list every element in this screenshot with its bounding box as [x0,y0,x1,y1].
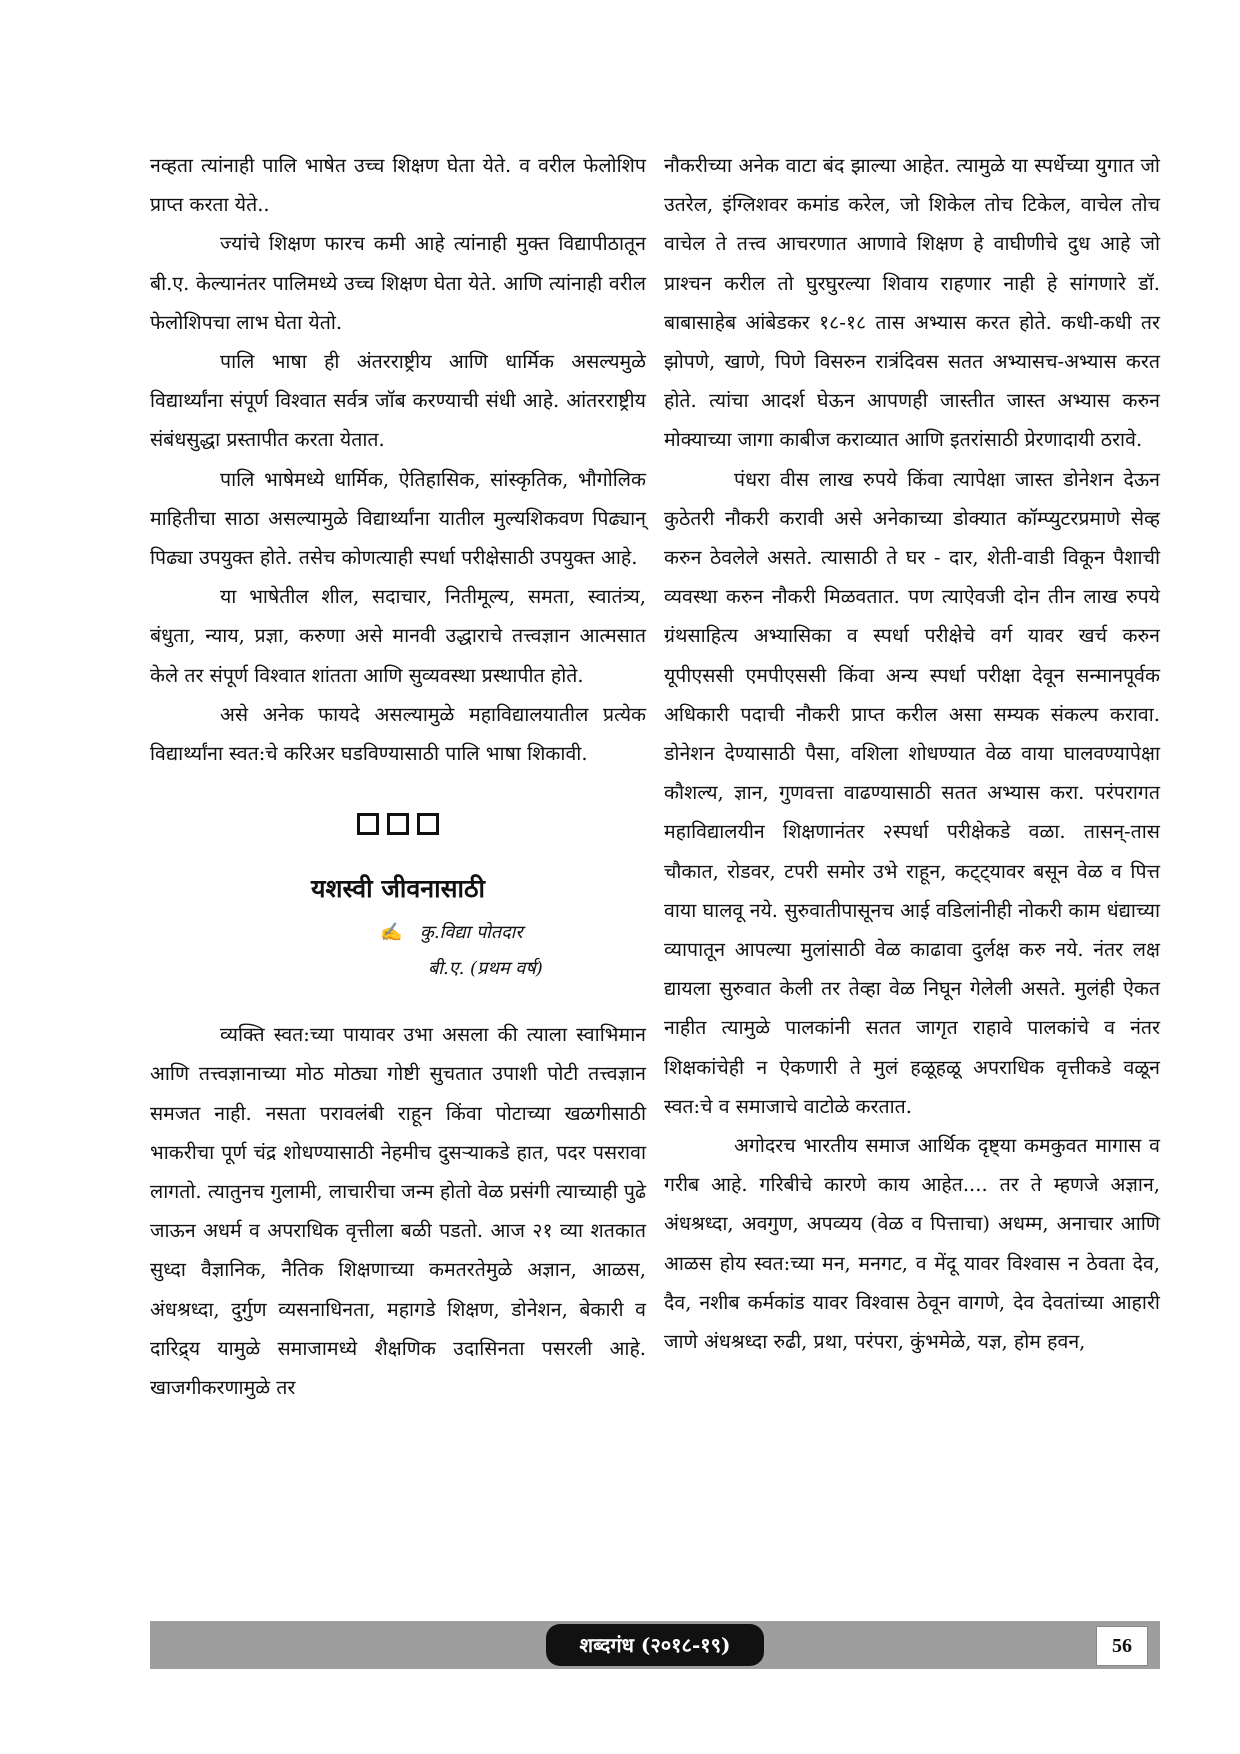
paragraph: नौकरीच्या अनेक वाटा बंद झाल्या आहेत. त्यामुळे या स्पर्धेच्या युगात जो उतरेल, इंग्लिशवर कमांड करेल, जो शिकेल तोच टिकेल, वाचेल तोच वाचेल ते तत्त्व आचरणात आणावे शिक्षण हे वाघीणीचे दुध आहे जो प्राश्चन करील तो घुरघुरल्या शिवाय राहणार नाही हे सांगणारे डॉ. बाबासाहेब आंबेडकर १८-१८ तास अभ्यास करत होते. कधी-कधी तर झोपणे, खाणे, पिणे विसरुन रात्रंदिवस सतत अभ्यासच-अभ्यास करत होते. त्यांचा आदर्श घेऊन आपणही जास्तीत जास्त अभ्यास करुन मोक्याच्या जागा काबीज कराव्यात आणि इतरांसाठी प्रेरणादायी ठरावे. [664,154,1160,452]
magazine-title: शब्दगंध (२०१८-१९) [546,1624,764,1666]
paragraph: अगोदरच भारतीय समाज आर्थिक दृष्ट्या कमकुवत मागास व गरीब आहे. गरिबीचे कारणे काय आहेत.... तर ते म्हणजे अज्ञान, अंधश्रध्दा, अवगुण, अपव्यय (वेळ व पित्ताचा) अधम्म, अनाचार आणि आळस होय स्वत:च्या मन, मनगट, व मेंदू यावर विश्वास न ठेवता देव, दैव, नशीब कर्मकांड यावर विश्वास ठेवून वागणे, देव देवतांच्या आहारी जाणे अंधश्रध्दा रुढी, प्रथा, परंपरा, कुंभमेळे, यज्ञ, होम हवन, [664,1134,1160,1354]
right-column [664,146,1160,1361]
paragraph: नव्हता त्यांनाही पालि भाषेत उच्च शिक्षण घेता येते. व वरील फेलोशिप प्राप्त करता येते.. [150,154,646,217]
author-name: कु.विद्या पोतदार [420,922,523,944]
square-icon [357,813,379,835]
square-icon [387,813,409,835]
paragraph: पालि भाषा ही अंतरराष्ट्रीय आणि धार्मिक असल्यमुळे विद्यार्थ्यांना संपूर्ण विश्वात सर्वत्र जॉब करण्याची संधी आहे. आंतरराष्ट्रीय संबंधसुद्धा प्रस्तापीत करता येतात. [150,350,646,452]
paragraph: पालि भाषेमध्ये धार्मिक, ऐतिहासिक, सांस्कृतिक, भौगोलिक माहितीचा साठा असल्यामुळे विद्यार्थ्यांना यातील मुल्यशिकवण पिढ्यान् पिढ्या उपयुक्त होते. तसेच कोणत्याही स्पर्धा परीक्षेसाठी उपयुक्त आहे. [150,467,646,570]
paragraph: व्यक्ति स्वत:च्या पायावर उभा असला की त्याला स्वाभिमान आणि तत्त्वज्ञानाच्या मोठ मोठ्या गोष्टी सुचतात उपाशी पोटी तत्त्वज्ञान समजत नाही. नसता परावलंबी राहून किंवा पोटाच्या खळगीसाठी भाकरीचा पूर्ण चंद्र शोधण्यासाठी नेहमीच दुसऱ्याकडे हात, पदर पसरावा लागतो. त्यातुनच गुलामी, लाचारीचा जन्म होतो वेळ प्रसंगी त्याच्याही पुढे जाऊन अधर्म व अपराधिक वृत्तीला बळी पडतो. आज २१ व्या शतकात सुध्दा वैज्ञानिक, नैतिक शिक्षणाच्या कमतरतेमुळे अज्ञान, आळस, अंधश्रध्दा, दुर्गुण व्यसनाधिनता, महागडे शिक्षण, डोनेशन, बेकारी व दारिद्र्य यामुळे समाजामध्ये शैक्षणिक उदासिनता पसरली आहे. खाजगीकरणामुळे तर [150,1023,646,1400]
section-divider-ornament [150,813,646,839]
paragraph: या भाषेतील शील, सदाचार, नितीमूल्य, समता, स्वातंत्र्य, बंधुता, न्याय, प्रज्ञा, करुणा असे मानवी उद्धाराचे तत्त्वज्ञान आत्मसात केले तर संपूर्ण विश्वात शांतता आणि सुव्यवस्था प्रस्थापीत होते. [150,585,646,687]
pen-icon: ✍ [380,922,403,944]
page-number: 56 [1096,1626,1148,1666]
left-column [150,146,646,1407]
article-title: यशस्वी जीवनासाठी [311,874,485,904]
author-class: बी.ए. (प्रथम वर्ष) [428,958,543,980]
square-icon [417,813,439,835]
author-byline [380,915,646,987]
paragraph: पंधरा वीस लाख रुपये किंवा त्यापेक्षा जास्त डोनेशन देऊन कुठेतरी नौकरी करावी असे अनेकाच्या डोक्यात कॉम्प्युटरप्रमाणे सेव्ह करुन ठेवलेले असते. त्यासाठी ते घर - दार, शेती-वाडी विकून पैशाची व्यवस्था करुन नौकरी मिळवतात. पण त्याऐवजी दोन तीन लाख रुपये ग्रंथसाहित्य अभ्यासिका व स्पर्धा परीक्षेचे वर्ग यावर खर्च करुन यूपीएससी एमपीएससी किंवा अन्य स्पर्धा परीक्षा देवून सन्मानपूर्वक अधिकारी पदाची नौकरी प्राप्त करील असा सम्यक संकल्प करावा. डोनेशन देण्यासाठी पैसा, वशिला शोधण्यात वेळ वाया घालवण्यापेक्षा कौशल्य, ज्ञान, गुणवत्ता वाढण्यासाठी सतत अभ्यास करा. परंपरागत महाविद्यालयीन शिक्षणानंतर २स्पर्धा परीक्षेकडे वळा. तासन्-तास चौकात, रोडवर, टपरी समोर उभे राहून, कट्ट्यावर बसून वेळ व पित्त वाया घालवू नये. सुरुवातीपासूनच आई वडिलांनीही नोकरी काम धंद्याच्या व्यापातून आपल्या मुलांसाठी वेळ काढावा दुर्लक्ष करु नये. नंतर लक्ष द्यायला सुरुवात केली तर तेव्हा वेळ निघून गेलेली असते. मुलंही ऐकत नाहीत त्यामुळे पालकांनी सतत जागृत राहावे पालकांचे व नंतर शिक्षकांचेही न ऐकणारी ते मुलं हळूहळू अपराधिक वृत्तीकडे वळून स्वत:चे व समाजाचे वाटोळे करतात. [664,467,1160,1118]
paragraph: ज्यांचे शिक्षण फारच कमी आहे त्यांनाही मुक्त विद्यापीठातून बी.ए. केल्यानंतर पालिमध्ये उच्च शिक्षण घेता येते. आणि त्यांनाही वरील फेलोशिपचा लाभ घेता येतो. [150,232,646,334]
paragraph: असे अनेक फायदे असल्यामुळे महाविद्यालयातील प्रत्येक विद्यार्थ्यांना स्वत:चे करिअर घडविण्यासाठी पालि भाषा शिकावी. [150,702,646,766]
